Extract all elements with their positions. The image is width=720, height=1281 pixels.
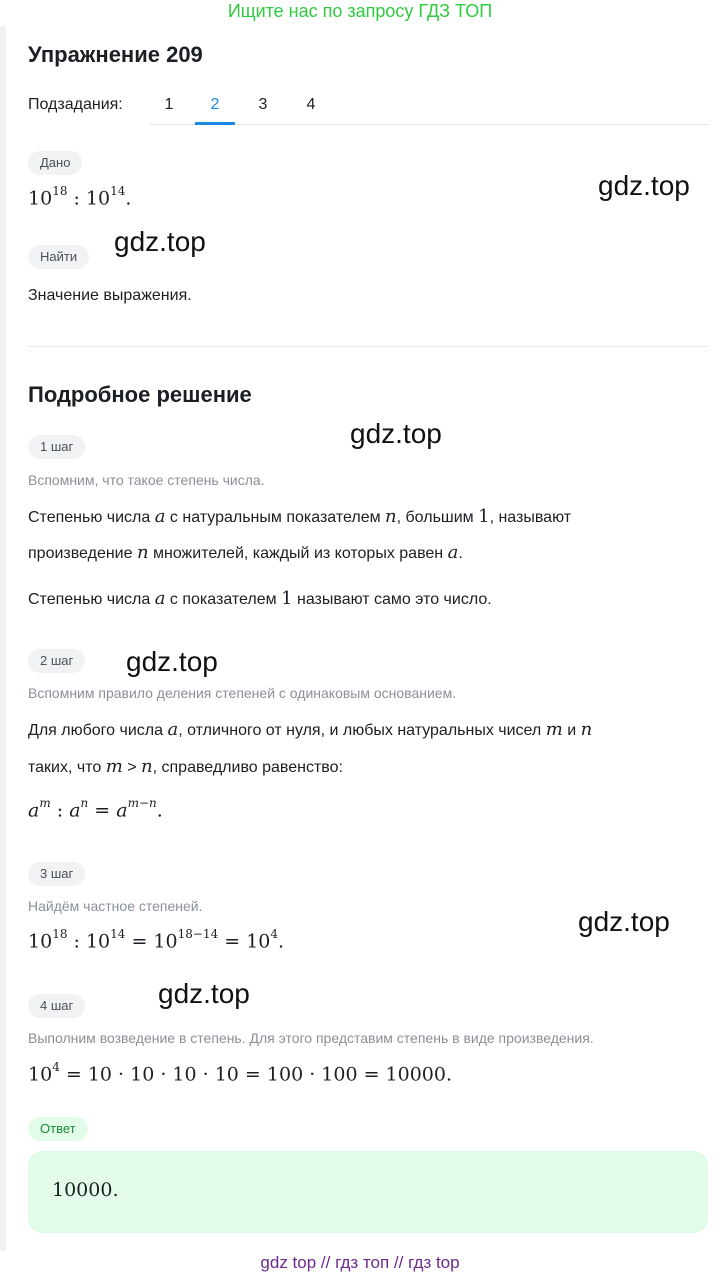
find-text: Значение выражения. [28, 287, 192, 304]
watermark: gdz.top [158, 978, 250, 1009]
step-3-badge: 3 шаг [28, 862, 85, 886]
exercise-card [6, 26, 720, 1251]
step-3-formula: $10^{18}$ : $10^{14} = 10^{18-14} = 10^4$. [28, 927, 285, 953]
top-banner: Ищите нас по запросу ГДЗ ТОП [227, 1, 493, 21]
watermark: gdz.top [126, 646, 218, 677]
step-2-badge: 2 шаг [28, 649, 85, 673]
solution-title: Подробное решение [28, 382, 252, 407]
given-expression: $10^{18}$ : $10^{14}$. [28, 184, 132, 210]
step-1-line-1: Степенью числа a с натуральным показателем n, большим 1, называют [28, 506, 572, 527]
section-divider [28, 346, 708, 347]
step-2-formula: $a^m$ : $a^n = a^{m-n}$. [28, 796, 163, 822]
watermark: gdz.top [598, 170, 690, 201]
step-2-line-1: Для любого числа a, отличного от нуля, и любых натуральных чисел m и n [28, 719, 593, 740]
step-1-line-2: произведение n множителей, каждый из которых равен a. [28, 542, 463, 563]
watermark: gdz.top [578, 906, 670, 937]
watermark: gdz.top [114, 226, 206, 257]
answer-badge: Ответ [28, 1117, 88, 1141]
tab-subtask-2[interactable]: 2 [210, 96, 220, 113]
tab-subtask-3[interactable]: 3 [258, 96, 268, 113]
answer-box [28, 1151, 708, 1233]
subtasks-label: Подзадания: [28, 96, 123, 113]
step-4-badge: 4 шаг [28, 994, 85, 1018]
page-title: Упражнение 209 [28, 42, 203, 67]
find-badge: Найти [28, 245, 89, 269]
step-3-hint: Найдём частное степеней. [28, 898, 203, 914]
answer-value: 10000. [52, 1179, 119, 1201]
tab-subtask-1[interactable]: 1 [164, 96, 174, 113]
active-tab-indicator [195, 122, 235, 125]
step-4-hint: Выполним возведение в степень. Для этого представим степень в виде произведения. [28, 1030, 594, 1046]
step-1-line-3: Степенью числа a с показателем 1 называют само это число. [28, 588, 492, 609]
step-2-line-2: таких, что m > n, справедливо равенство: [28, 756, 343, 777]
watermark: gdz.top [350, 418, 442, 449]
step-4-formula: $10^4 = 10 \cdot 10 \cdot 10 \cdot 10 = 100 \cdot 100 = 10000$. [28, 1060, 453, 1086]
step-2-hint: Вспомним правило деления степеней с одинаковым основанием. [28, 685, 457, 701]
given-badge: Дано [28, 151, 82, 175]
tab-subtask-4[interactable]: 4 [306, 96, 316, 113]
footer-links[interactable]: gdz top // гдз топ // гдз top [260, 1253, 460, 1272]
step-1-hint: Вспомним, что такое степень числа. [28, 472, 265, 488]
step-1-badge: 1 шаг [28, 435, 85, 459]
